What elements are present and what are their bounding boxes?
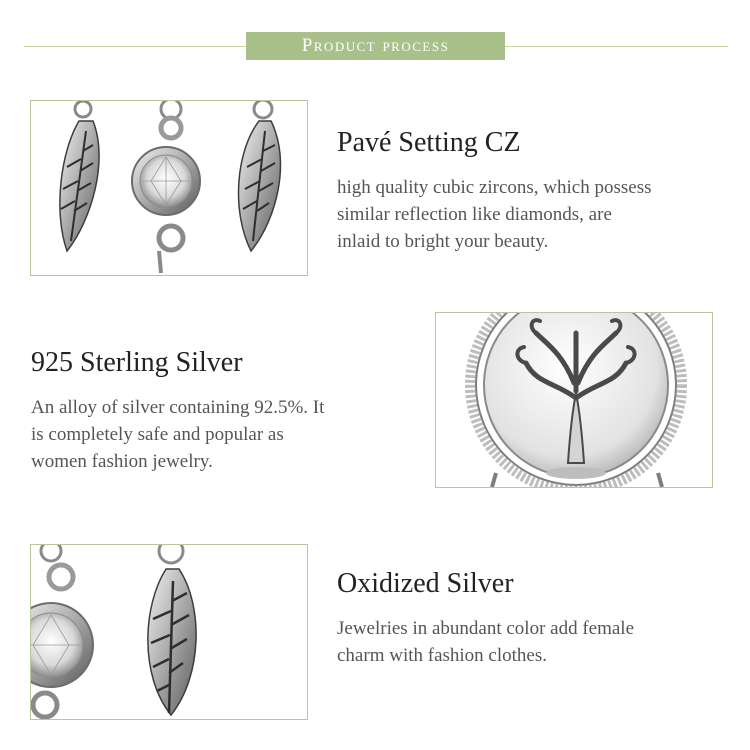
description-line: high quality cubic zircons, which possess [337, 177, 652, 198]
feature-title: Oxidized Silver [337, 568, 514, 599]
feature-title: Pavé Setting CZ [337, 127, 521, 158]
tree-of-life-charm-photo [435, 312, 713, 488]
feature-oxidized-silver [337, 567, 727, 669]
feature-description [337, 615, 727, 669]
feature-description [31, 394, 421, 475]
feature-title: 925 Sterling Silver [31, 347, 243, 378]
charm-feathers-and-crystal-photo [30, 100, 308, 276]
oxidized-feather-charm-photo [30, 544, 308, 720]
feature-description [337, 174, 727, 255]
description-line: inlaid to bright your beauty. [337, 231, 549, 252]
description-line: Jewelries in abundant color add female [337, 618, 635, 639]
description-line: women fashion jewelry. [31, 451, 213, 472]
product-process-banner: Product process [246, 32, 505, 60]
description-line: is completely safe and popular as [31, 424, 284, 445]
description-line: similar reflection like diamonds, are [337, 204, 612, 225]
feature-pave-setting [337, 126, 727, 255]
header-divider-left [24, 46, 246, 47]
description-line: charm with fashion clothes. [337, 645, 548, 666]
feature-sterling-silver [31, 346, 421, 475]
header-divider-right [505, 46, 728, 47]
description-line: An alloy of silver containing 92.5%. It [31, 397, 325, 418]
